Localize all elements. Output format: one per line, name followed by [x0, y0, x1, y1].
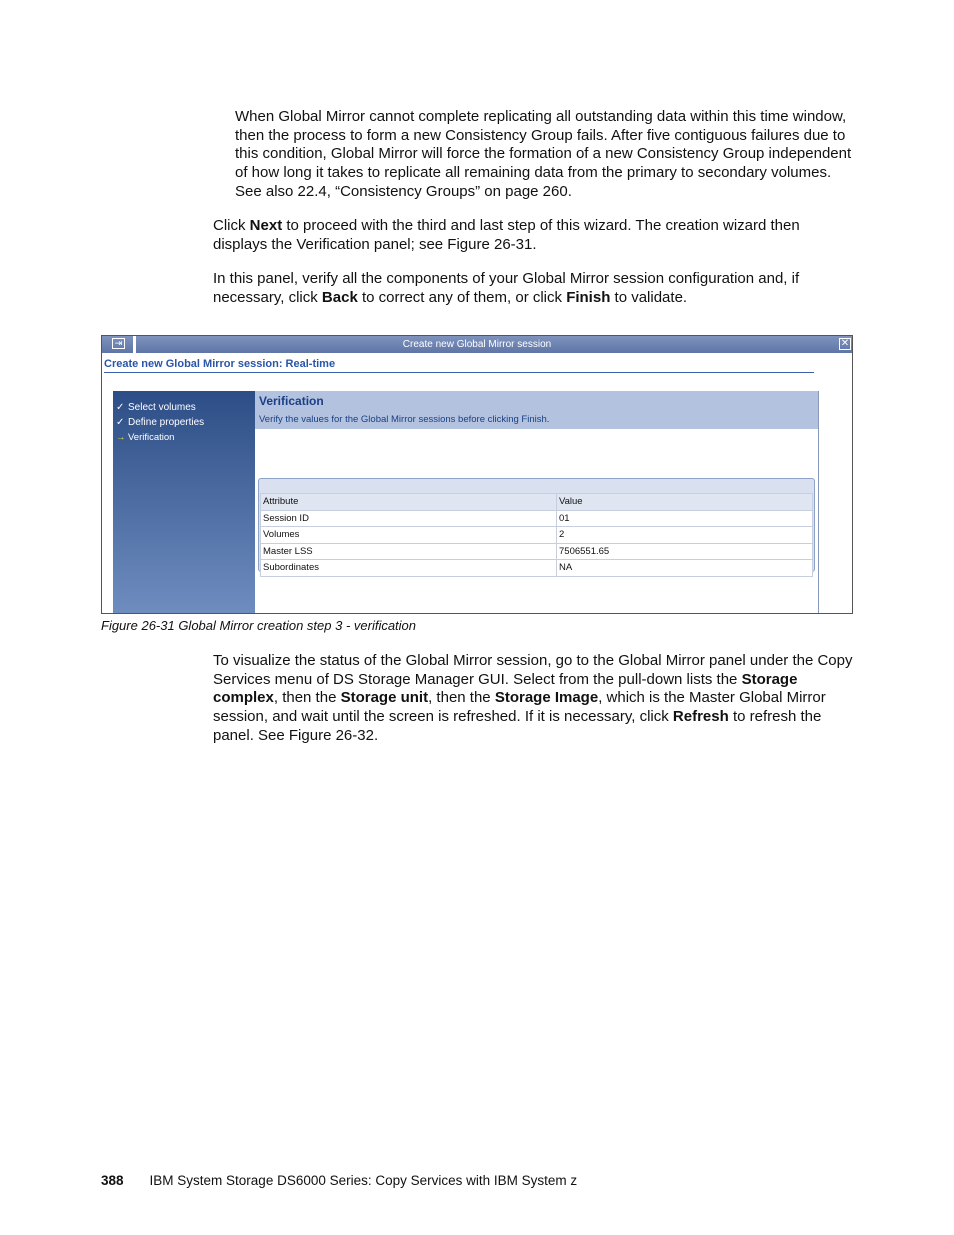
- column-header-value[interactable]: Value: [557, 494, 813, 511]
- panel-header: [255, 391, 818, 429]
- text-run: Click: [213, 217, 250, 234]
- table-header-row: [261, 494, 813, 511]
- table-row: [261, 527, 813, 544]
- page-footer: [101, 1173, 577, 1188]
- text-run: To visualize the status of the Global Mirror session, go to the Global Mirror panel under the Copy Services menu of DS Storage Manager GUI. Select from the pull-down lists the: [213, 652, 853, 688]
- paragraph-visualize-status: [213, 652, 853, 746]
- wizard-window-screenshot: [101, 335, 853, 614]
- table-row: [261, 543, 813, 560]
- figure-caption: Figure 26-31 Global Mirror creation step 3 - verification: [101, 618, 417, 633]
- cell-value: NA: [557, 560, 813, 577]
- bold-storage-unit: Storage unit: [340, 689, 429, 707]
- paragraph-click-next: [213, 217, 853, 254]
- text-run: to correct any of them, or click: [357, 288, 567, 306]
- window-menu-icon[interactable]: ⇥: [112, 338, 125, 349]
- nav-step-define-properties[interactable]: [116, 416, 204, 430]
- nav-step-label: Verification: [128, 432, 175, 443]
- column-header-attribute[interactable]: Attribute: [261, 494, 557, 511]
- window-titlebar: [102, 336, 852, 353]
- wizard-step-nav: [113, 391, 255, 614]
- text-run: to validate.: [610, 288, 688, 306]
- bold-next: Next: [249, 217, 283, 234]
- verification-panel: [255, 391, 819, 614]
- close-icon[interactable]: ✕: [840, 338, 850, 349]
- text-run: to proceed with the third and last step of this wizard. The creation wizard then displays the Verification panel; see Figure 26-31.: [213, 217, 800, 253]
- wizard-subtitle: Create new Global Mirror session: Real-time: [104, 357, 814, 373]
- attribute-table: [260, 493, 813, 577]
- text-run: In this panel, verify all the components of your Global Mirror session configuration and, if necessary, click: [213, 270, 800, 306]
- text-run: , which is the Master Global Mirror session, and wait until the screen is refreshed. If it is necessary, click: [213, 689, 826, 726]
- arrow-right-icon: →: [116, 432, 126, 443]
- cell-value: 2: [557, 527, 813, 544]
- nav-step-verification[interactable]: [116, 431, 174, 445]
- paragraph-verify-components: [213, 270, 853, 307]
- attribute-table-container: [258, 478, 815, 572]
- bold-back: Back: [321, 288, 358, 306]
- panel-description: Verify the values for the Global Mirror sessions before clicking Finish.: [259, 414, 550, 425]
- cell-attribute: Master LSS: [261, 543, 557, 560]
- text-run: , then the: [273, 689, 341, 707]
- book-title: IBM System Storage DS6000 Series: Copy Services with IBM System z: [149, 1173, 578, 1188]
- check-icon: ✓: [116, 402, 125, 413]
- bold-refresh: Refresh: [672, 708, 729, 726]
- cell-value: 7506551.65: [557, 543, 813, 560]
- text-run: to refresh the panel. See Figure 26-32.: [213, 708, 822, 744]
- titlebar-separator: [133, 336, 136, 353]
- cell-attribute: Session ID: [261, 510, 557, 527]
- cell-attribute: Volumes: [261, 527, 557, 544]
- cell-value: 01: [557, 510, 813, 527]
- text-run: , then the: [428, 689, 495, 707]
- bold-finish: Finish: [566, 288, 611, 306]
- cell-attribute: Subordinates: [261, 560, 557, 577]
- bold-storage-image: Storage Image: [494, 689, 599, 707]
- paragraph-consistency-group-failure: When Global Mirror cannot complete replicating all outstanding data within this time window, then the process to form a new Consistency Group fails. After five contiguous failures due to this condition, Global Mirror will force the formation of a new Consistency Group independent of how long it takes to replicate all remaining data from the primary to secondary volumes. See also 22.4, “Consistency Groups” on page 260.: [235, 108, 852, 200]
- nav-step-label: Define properties: [128, 417, 205, 428]
- table-row: [261, 560, 813, 577]
- nav-step-label: Select volumes: [128, 402, 196, 413]
- window-title: Create new Global Mirror session: [402, 339, 552, 350]
- bold-storage-complex: Storage complex: [213, 670, 798, 707]
- panel-heading: Verification: [259, 394, 324, 408]
- nav-step-select-volumes[interactable]: [116, 401, 196, 415]
- table-row: [261, 510, 813, 527]
- page-number: 388: [101, 1173, 124, 1188]
- check-icon: ✓: [116, 417, 125, 428]
